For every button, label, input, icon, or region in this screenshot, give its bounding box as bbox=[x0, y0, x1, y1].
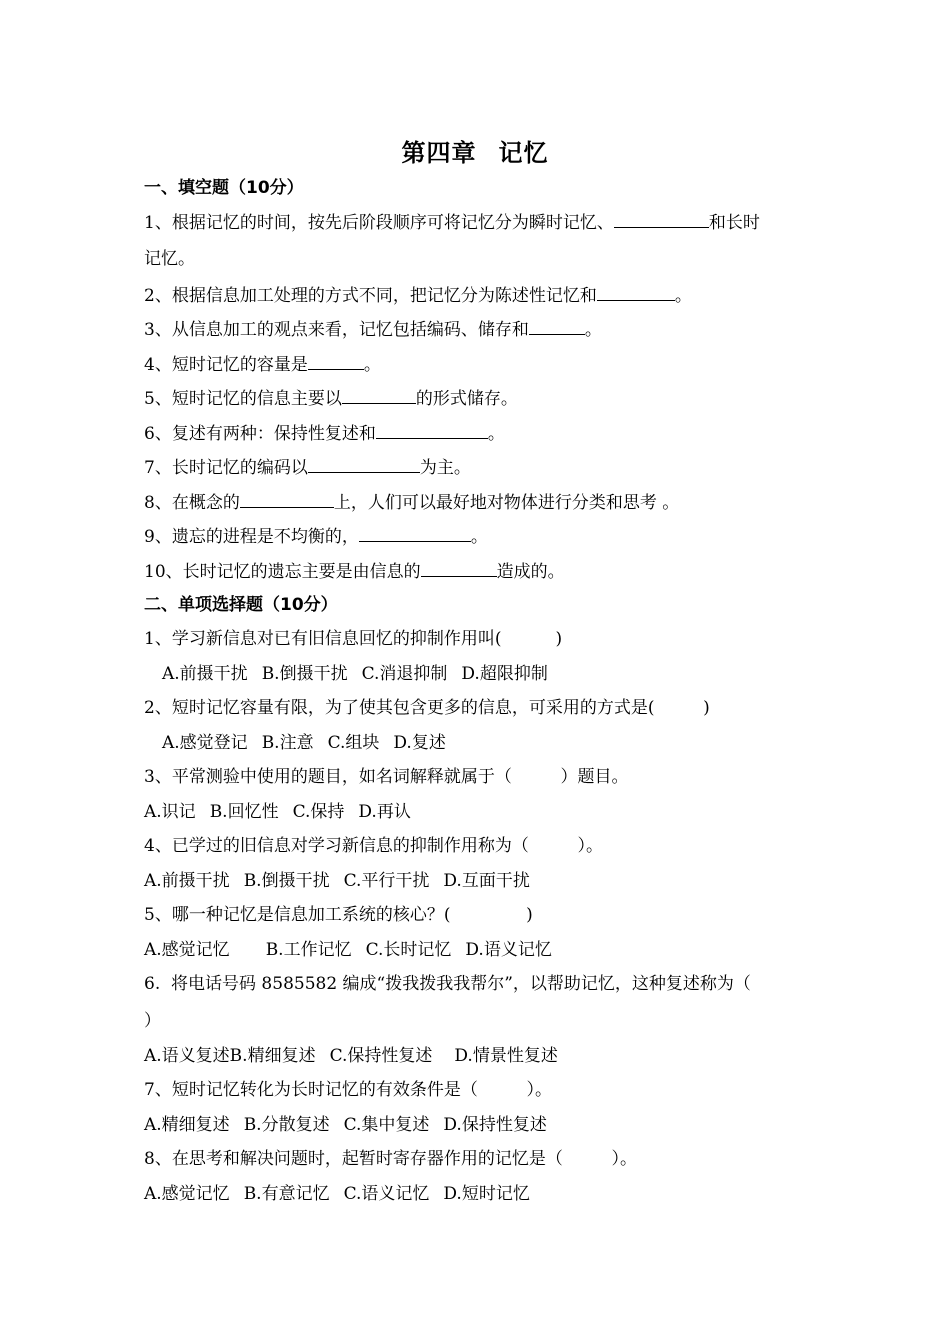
option-b[interactable]: B.回忆性 bbox=[209, 802, 279, 822]
choice-q6: 6. 将电话号码 8585582 编成“拨我拨我我帮尔”，以帮助记忆，这种复述称为（ bbox=[144, 974, 751, 994]
choice-q8: 8、在思考和解决问题时，起暂时寄存器作用的记忆是（ ）。 bbox=[144, 1149, 637, 1169]
option-c[interactable]: C.语义记忆 bbox=[343, 1184, 430, 1204]
answer-blank[interactable] bbox=[421, 559, 497, 577]
fill-q7: 7、长时记忆的编码以 为主。 bbox=[144, 455, 471, 479]
choice-q4: 4、已学过的旧信息对学习新信息的抑制作用称为（ ）。 bbox=[144, 836, 603, 856]
option-d[interactable]: D.再认 bbox=[358, 802, 411, 822]
answer-blank[interactable] bbox=[529, 317, 585, 335]
answer-blank[interactable] bbox=[376, 421, 488, 439]
option-ab[interactable]: A.语义复述B.精细复述 bbox=[144, 1046, 316, 1066]
option-b[interactable]: B.注意 bbox=[261, 733, 314, 753]
fill-q10: 10、长时记忆的遗忘主要是由信息的 造成的。 bbox=[144, 559, 565, 583]
choice-q7: 7、短时记忆转化为长时记忆的有效条件是（ ）。 bbox=[144, 1080, 552, 1100]
fill-q6: 6、复述有两种：保持性复述和 。 bbox=[144, 421, 505, 445]
answer-blank[interactable] bbox=[597, 283, 675, 301]
answer-blank[interactable] bbox=[614, 210, 709, 228]
fill-q5: 5、短时记忆的信息主要以 的形式储存。 bbox=[144, 386, 518, 410]
choice-q4-options bbox=[144, 870, 544, 892]
option-a[interactable]: A.前摄干扰 bbox=[162, 664, 248, 684]
fill-q4: 4、短时记忆的容量是 。 bbox=[144, 352, 381, 376]
option-a[interactable]: A.感觉记忆 bbox=[144, 1184, 230, 1204]
chapter-number: 第四章 bbox=[401, 139, 477, 167]
answer-blank[interactable] bbox=[308, 352, 364, 370]
option-c[interactable]: C.消退抑制 bbox=[361, 664, 448, 684]
choice-q6-cont: ） bbox=[144, 1011, 161, 1031]
choice-q3-options bbox=[144, 801, 425, 823]
option-d[interactable]: D.超限抑制 bbox=[461, 664, 548, 684]
option-a[interactable]: A.感觉记忆 bbox=[144, 940, 230, 960]
option-c[interactable]: C.组块 bbox=[327, 733, 380, 753]
fill-q8: 8、在概念的 上，人们可以最好地对物体进行分类和思考 。 bbox=[144, 490, 679, 514]
option-c[interactable]: C.长时记忆 bbox=[365, 940, 452, 960]
option-d[interactable]: D.复述 bbox=[393, 733, 446, 753]
option-d[interactable]: D.语义记忆 bbox=[465, 940, 552, 960]
option-b[interactable]: B.分散复述 bbox=[243, 1115, 330, 1135]
answer-blank[interactable] bbox=[308, 455, 420, 473]
answer-blank[interactable] bbox=[240, 490, 334, 508]
option-d[interactable]: D.保持性复述 bbox=[443, 1115, 547, 1135]
section-heading-fill: 一、填空题（10分） bbox=[144, 178, 304, 198]
chapter-name: 记忆 bbox=[498, 139, 549, 167]
option-b[interactable]: B.倒摄干扰 bbox=[243, 871, 330, 891]
fill-q2: 2、根据信息加工处理的方式不同，把记忆分为陈述性记忆和 。 bbox=[144, 283, 692, 307]
choice-q1: 1、学习新信息对已有旧信息回忆的抑制作用叫( ) bbox=[144, 629, 563, 649]
choice-q7-options bbox=[144, 1114, 561, 1136]
fill-q1: 1、根据记忆的时间，按先后阶段顺序可将记忆分为瞬时记忆、 和长时 bbox=[144, 210, 760, 234]
option-c[interactable]: C.平行干扰 bbox=[343, 871, 430, 891]
answer-blank[interactable] bbox=[359, 524, 471, 542]
option-d[interactable]: D.情景性复述 bbox=[454, 1046, 558, 1066]
choice-q2-options bbox=[162, 732, 460, 754]
choice-q3: 3、平常测验中使用的题目，如名词解释就属于（ ）题目。 bbox=[144, 767, 629, 787]
answer-blank[interactable] bbox=[342, 386, 416, 404]
option-a[interactable]: A.感觉登记 bbox=[162, 733, 248, 753]
option-c[interactable]: C.保持 bbox=[292, 802, 345, 822]
choice-q5-options bbox=[144, 939, 566, 961]
choice-q2: 2、短时记忆容量有限，为了使其包含更多的信息，可采用的方式是( ) bbox=[144, 698, 710, 718]
choice-q6-options bbox=[144, 1045, 572, 1067]
option-c[interactable]: C.集中复述 bbox=[343, 1115, 430, 1135]
option-b[interactable]: B.工作记忆 bbox=[265, 940, 352, 960]
choice-q1-options bbox=[162, 663, 562, 685]
option-b[interactable]: B.倒摄干扰 bbox=[261, 664, 348, 684]
fill-q1-cont: 记忆。 bbox=[144, 249, 195, 269]
chapter-title bbox=[0, 133, 950, 168]
choice-q8-options bbox=[144, 1183, 544, 1205]
option-d[interactable]: D.短时记忆 bbox=[443, 1184, 530, 1204]
option-a[interactable]: A.精细复述 bbox=[144, 1115, 230, 1135]
choice-q5: 5、哪一种记忆是信息加工系统的核心？( ) bbox=[144, 905, 533, 925]
option-c[interactable]: C.保持性复述 bbox=[329, 1046, 433, 1066]
fill-q9: 9、遗忘的进程是不均衡的， 。 bbox=[144, 524, 488, 548]
section-heading-choice: 二、单项选择题（10分） bbox=[144, 595, 338, 615]
option-a[interactable]: A.前摄干扰 bbox=[144, 871, 230, 891]
option-d[interactable]: D.互面干扰 bbox=[443, 871, 530, 891]
option-b[interactable]: B.有意记忆 bbox=[243, 1184, 330, 1204]
fill-q3: 3、从信息加工的观点来看，记忆包括编码、储存和 。 bbox=[144, 317, 602, 341]
option-a[interactable]: A.识记 bbox=[144, 802, 196, 822]
